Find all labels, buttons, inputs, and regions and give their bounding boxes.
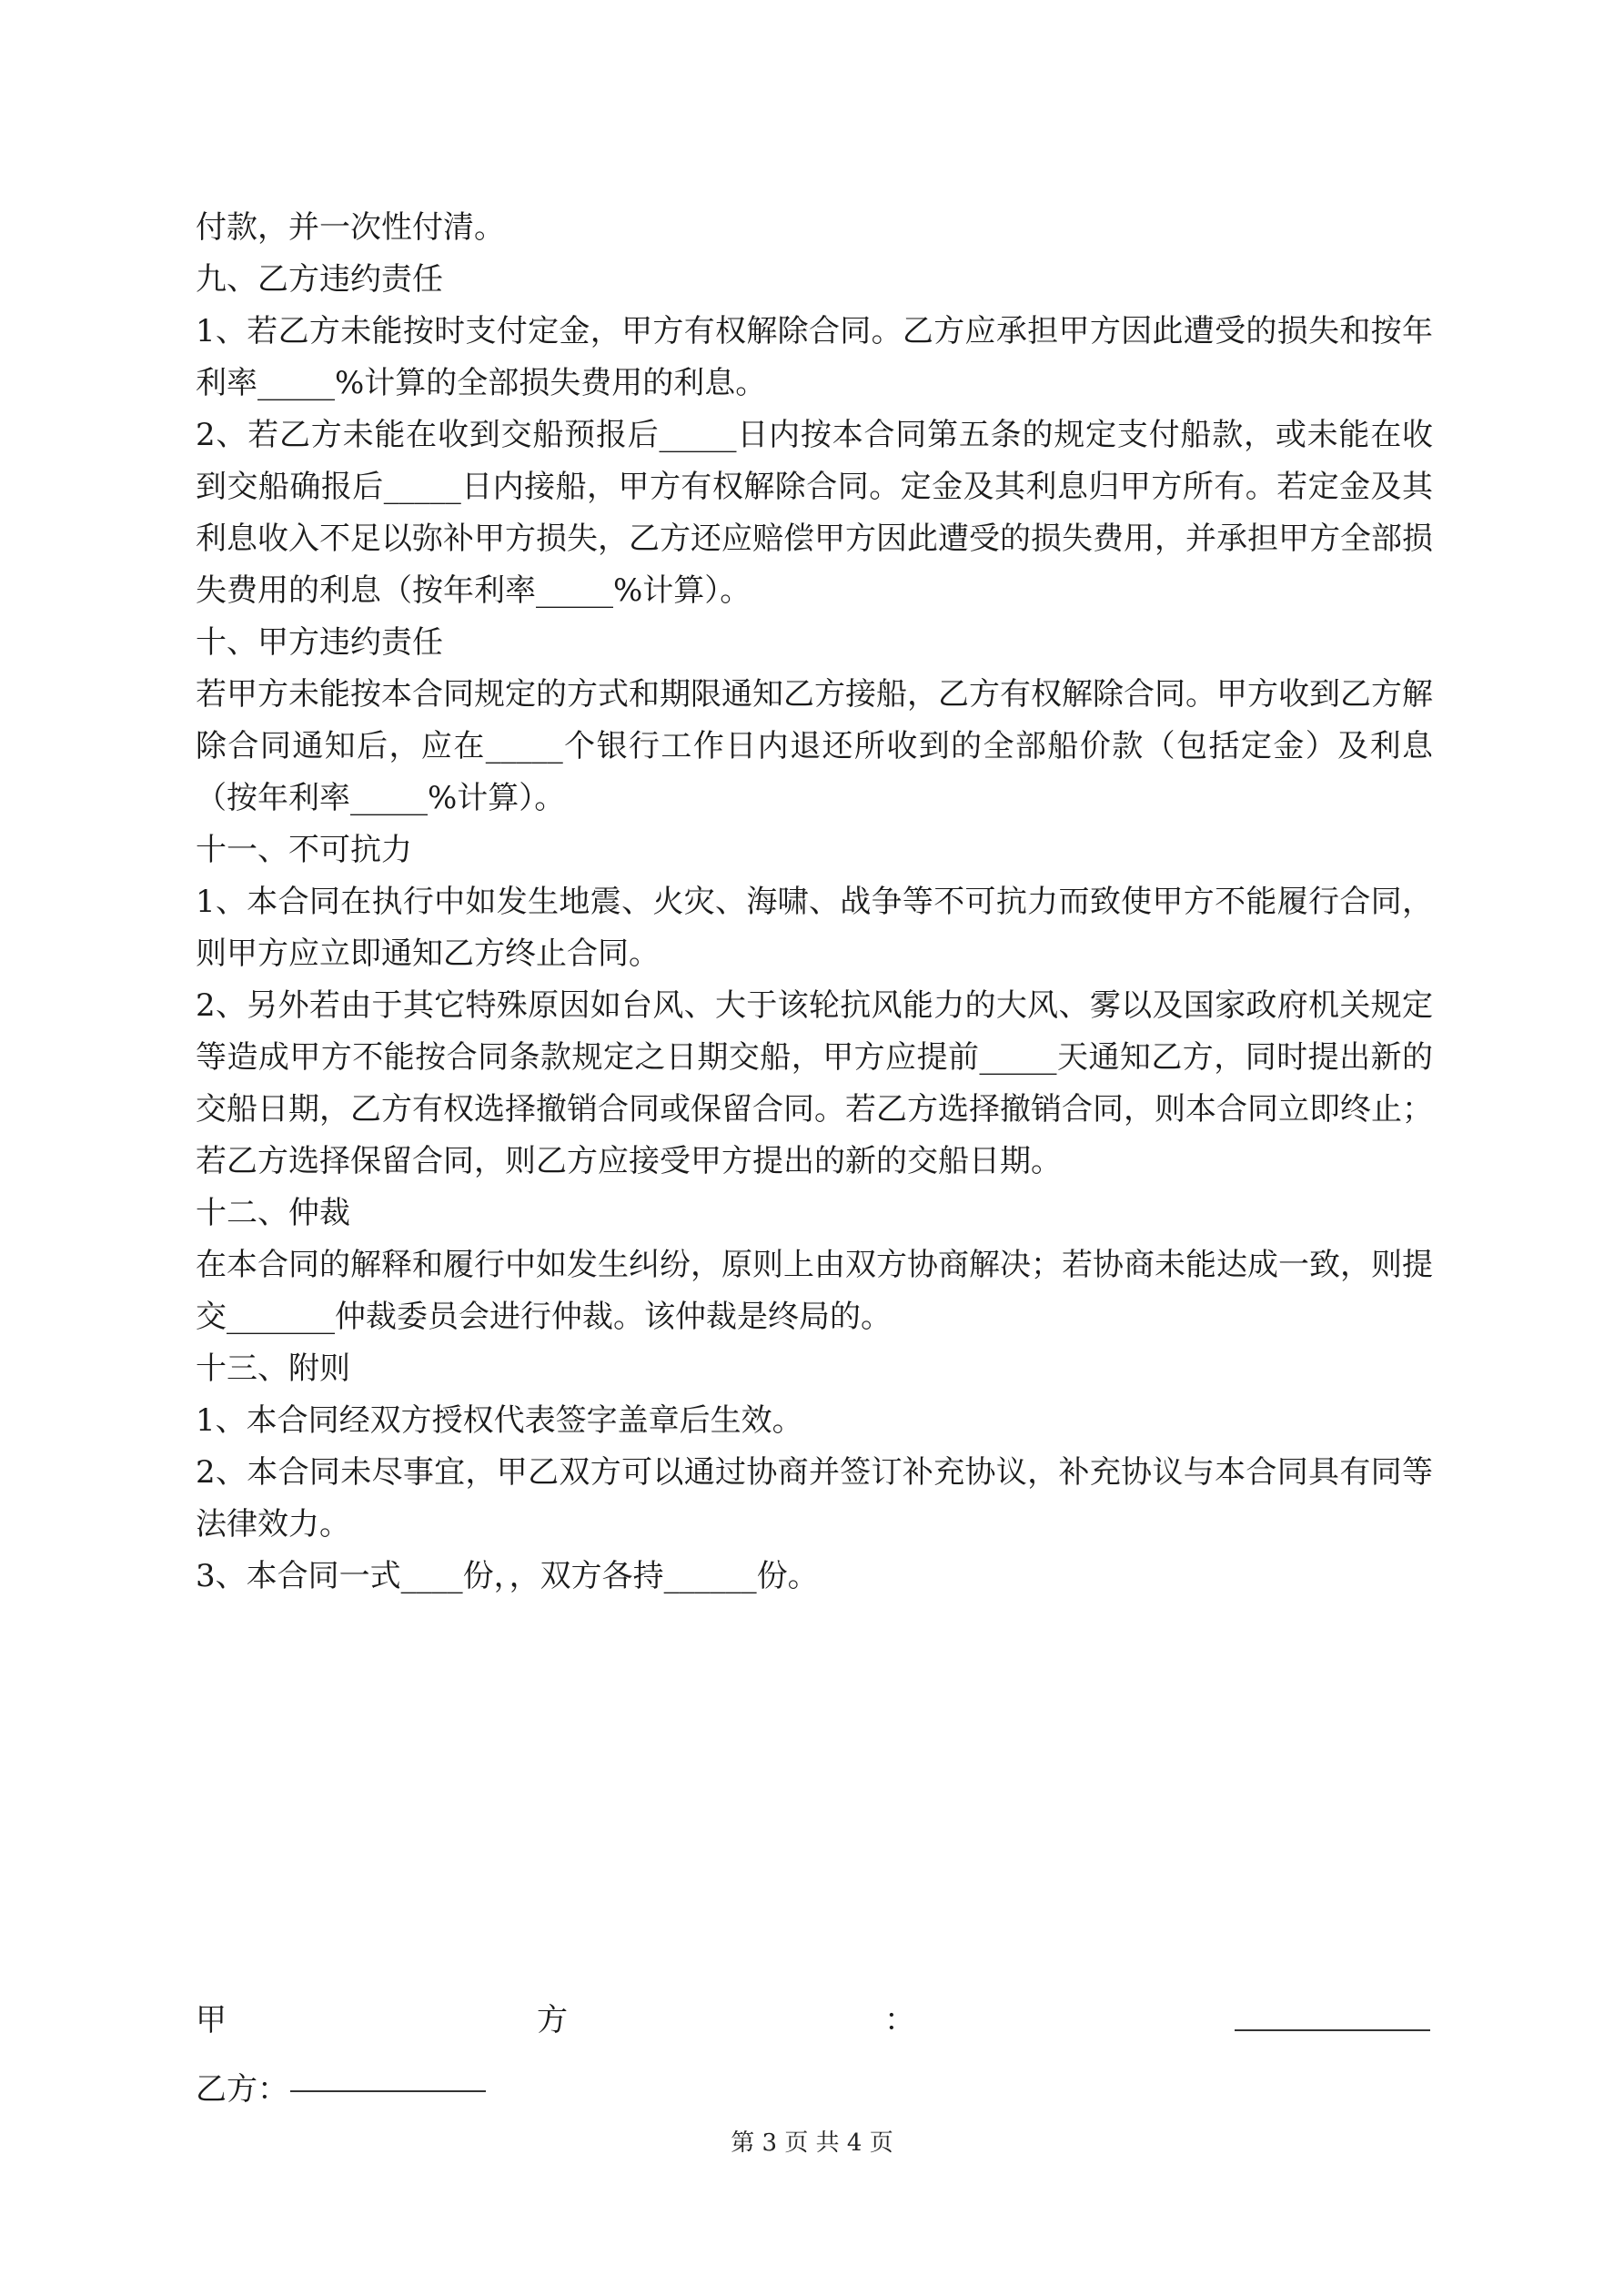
clause-12: 在本合同的解释和履行中如发生纠纷，原则上由双方协商解决；若协商未能达成一致，则提交_______仲裁委员会进行仲裁。该仲裁是终局的。 — [196, 1247, 1433, 1335]
heading-party-b-breach: 九、乙方违约责任 — [196, 261, 443, 298]
clause-9-2: 2、若乙方未能在收到交船预报后_____日内按本合同第五条的规定支付船款，或未能在收到交船确报后_____日内接船，甲方有权解除合同。定金及其利息归甲方所有。若定金及其利息收入不足以弥补甲方损失，乙方还应赔偿甲方因此遭受的损失费用，并承担甲方全部损失费用的利息（按年利率_____%计算）。 — [196, 417, 1433, 609]
contract-body — [196, 202, 1433, 1603]
party-b-signature-blank — [290, 2090, 486, 2092]
clause-9-1: 1、若乙方未能按时支付定金，甲方有权解除合同。乙方应承担甲方因此遭受的损失和按年利率_____%计算的全部损失费用的利息。 — [196, 313, 1433, 401]
clause-13-1: 1、本合同经双方授权代表签字盖章后生效。 — [196, 1402, 803, 1439]
clause-13-2: 2、本合同未尽事宜，甲乙双方可以通过协商并签订补充协议，补充协议与本合同具有同等法律效力。 — [196, 1454, 1433, 1542]
party-a-signature-blank — [1235, 2029, 1430, 2031]
heading-arbitration: 十二、仲裁 — [196, 1195, 350, 1231]
clause-11-1: 1、本合同在执行中如发生地震、火灾、海啸、战争等不可抗力而致使甲方不能履行合同，则甲方应立即通知乙方终止合同。 — [196, 884, 1433, 972]
page-footer: 第 3 页 共 4 页 — [731, 2129, 893, 2157]
paragraph-payment-end: 付款，并一次性付清。 — [196, 209, 505, 246]
clause-11-2: 2、另外若由于其它特殊原因如台风、大于该轮抗风能力的大风、雾以及国家政府机关规定等造成甲方不能按合同条款规定之日期交船，甲方应提前_____天通知乙方，同时提出新的交船日期，乙方有权选择撤销合同或保留合同。若乙方选择撤销合同，则本合同立即终止；若乙方选择保留合同，则乙方应接受甲方提出的新的交船日期。 — [196, 987, 1433, 1179]
heading-party-a-breach: 十、甲方违约责任 — [196, 624, 443, 661]
clause-10: 若甲方未能按本合同规定的方式和期限通知乙方接船，乙方有权解除合同。甲方收到乙方解除合同通知后，应在_____个银行工作日内退还所收到的全部船价款（包括定金）及利息（按年利率_____%计算）。 — [196, 676, 1433, 816]
party-a-signature-line — [196, 1995, 1433, 2047]
party-b-label: 乙方： — [196, 2071, 288, 2108]
party-a-label-char-1: 甲 — [196, 2002, 227, 2038]
party-b-signature-line — [196, 2064, 741, 2116]
clause-13-3: 3、本合同一式____份，，双方各持______份。 — [196, 1558, 819, 1594]
heading-supplementary: 十三、附则 — [196, 1350, 350, 1387]
party-a-label-char-2: 方 — [537, 2002, 568, 2038]
heading-force-majeure: 十一、不可抗力 — [196, 832, 412, 868]
party-a-label-colon: ： — [884, 2002, 915, 2038]
